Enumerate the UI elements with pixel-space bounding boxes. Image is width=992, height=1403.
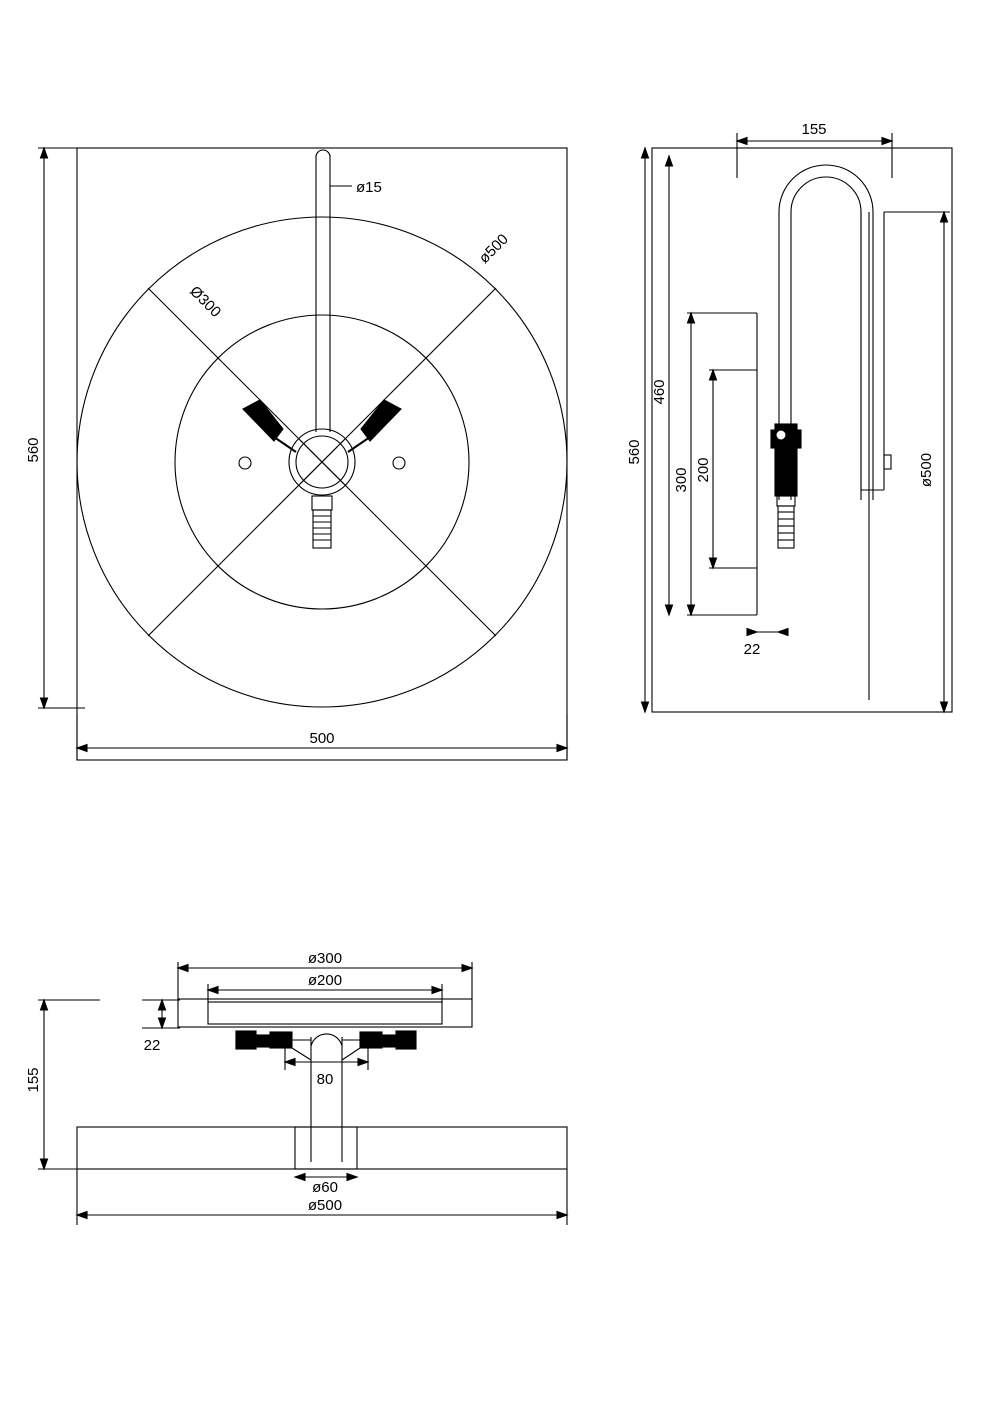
dim-500-top-view	[77, 714, 567, 760]
front-plate-200	[208, 1002, 442, 1024]
front-tube-base	[295, 1127, 357, 1169]
dim-label-dia300-top: Ø300	[186, 282, 225, 321]
dim-300-side	[673, 313, 757, 615]
top-handle-right	[348, 400, 401, 452]
top-spout-cap	[316, 150, 330, 157]
dim-label-dia200-front: ø200	[307, 972, 343, 989]
top-hole-right	[393, 457, 405, 469]
dim-label-dia500-side: ø500	[918, 452, 935, 488]
dim-label-300-side: 300	[673, 467, 690, 493]
side-knob	[776, 430, 786, 440]
dim-460-side	[651, 156, 673, 615]
side-view	[626, 121, 952, 712]
dim-label-dia60-front: ø60	[312, 1179, 338, 1196]
dim-label-500-top: 500	[309, 730, 335, 747]
dim-560-top-view	[25, 148, 85, 708]
side-stem	[777, 496, 795, 548]
top-handle-left	[243, 400, 296, 452]
dim-label-560-top: 560	[25, 437, 42, 463]
dim-dia500-side	[884, 212, 950, 712]
dim-200-side	[695, 370, 757, 568]
dim-label-200-side: 200	[695, 457, 712, 483]
dim-label-dia500-front: ø500	[307, 1197, 343, 1214]
dim-label-22-side: 22	[743, 641, 761, 658]
front-tube-sides	[311, 1037, 342, 1162]
dim-dia200-front	[208, 972, 442, 1003]
front-braces	[292, 1048, 360, 1060]
dim-22-front	[142, 1000, 180, 1054]
dim-label-dia500-top: ø500	[475, 230, 512, 267]
front-plate-300	[178, 999, 472, 1027]
dim-label-560-side: 560	[626, 439, 643, 465]
front-view	[25, 950, 567, 1225]
top-stem	[312, 496, 332, 548]
top-hole-left	[239, 457, 251, 469]
dim-155-front	[25, 1000, 100, 1169]
dim-label-dia300-front: ø300	[307, 950, 343, 967]
side-plate	[861, 212, 891, 700]
dim-80-front	[285, 1040, 368, 1088]
dim-22-side	[744, 629, 788, 659]
dim-label-155-front: 155	[25, 1067, 42, 1093]
front-plate-500	[77, 1127, 567, 1169]
dim-155-side	[737, 121, 892, 178]
dim-label-80-front: 80	[316, 1071, 334, 1088]
dim-label-155-side: 155	[801, 121, 827, 138]
dim-label-460-side: 460	[651, 379, 668, 405]
front-tube-top	[311, 1034, 342, 1046]
side-spout-inner	[791, 177, 861, 500]
dim-dia15	[330, 179, 382, 196]
dim-label-dia15: ø15	[356, 179, 382, 196]
front-handle-left	[236, 1031, 292, 1049]
dim-label-22-front: 22	[143, 1037, 161, 1054]
dim-560-side	[626, 148, 649, 712]
dim-dia60-front	[295, 1174, 357, 1197]
side-view-outline	[652, 148, 952, 712]
top-view	[25, 148, 567, 760]
